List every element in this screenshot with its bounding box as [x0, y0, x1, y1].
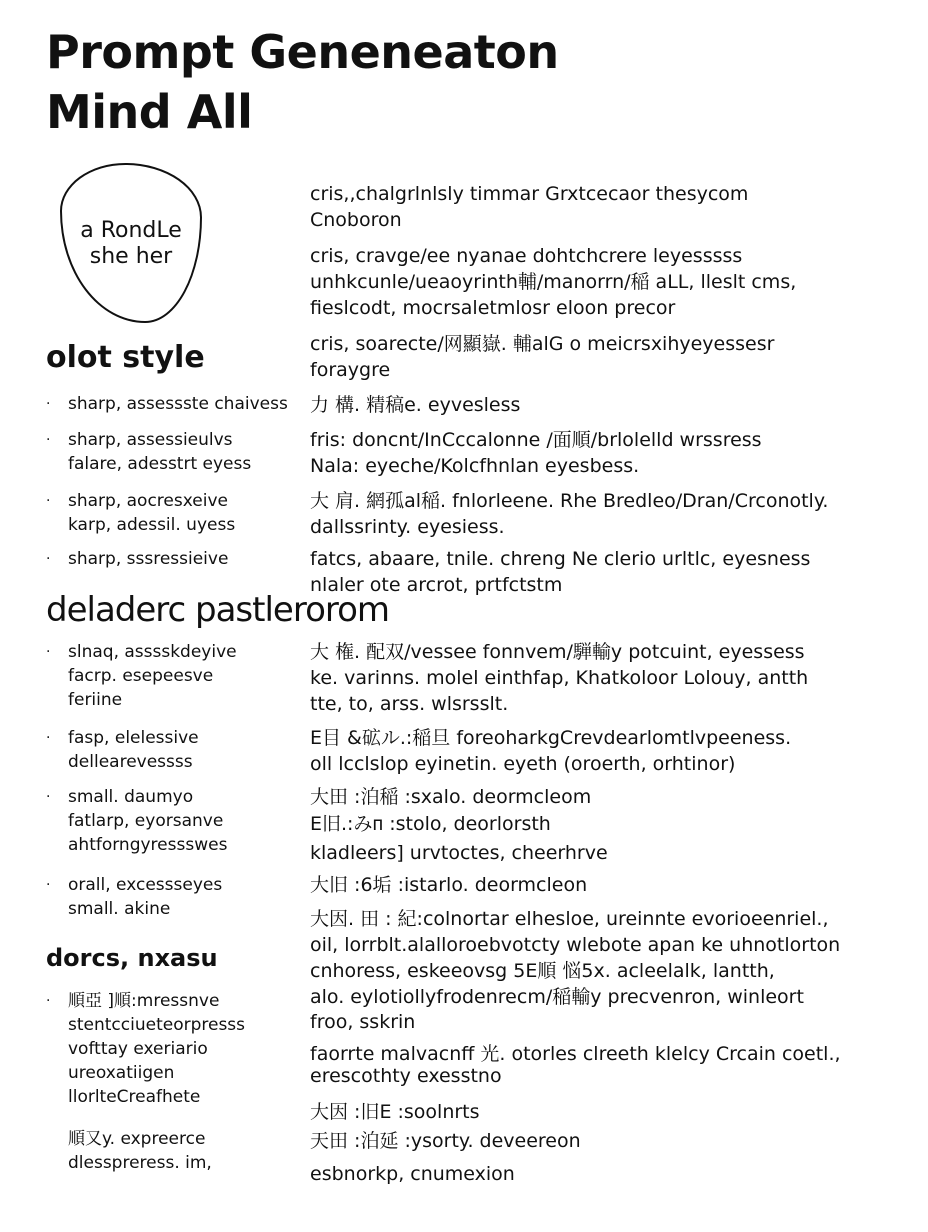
bullet-icon: · — [46, 644, 51, 660]
list-item — [46, 489, 318, 537]
list-item — [46, 428, 318, 476]
list-item — [46, 873, 318, 921]
list-item-line: sharp, assessieulvs — [68, 430, 233, 450]
body-text-line: E旧.:みᴨ :stolo, deorlorsth — [310, 813, 551, 835]
body-text-line: oil, lorrblt.alalloroebvotcty wlebote apan ke uhnotlorton — [310, 934, 841, 956]
list-item-line: feriine — [68, 690, 123, 710]
body-text-line: 大因. 田 : 紀:colnortar elhesloe, ureinnte evorioeenriel., — [310, 908, 829, 930]
list-item-line: fasp, elelessive — [68, 728, 199, 748]
body-text-line: alo. eylotiollyfrodenrecm/稲輸y precvenron, winleort — [310, 986, 804, 1008]
list-item-line: sharp, sssressieive — [68, 549, 229, 569]
list-item-line: dlesspreress. im, — [68, 1153, 212, 1173]
section-heading-1: olot style — [46, 340, 205, 375]
bullet-icon: · — [46, 551, 51, 567]
body-text-line: dallssrinty. eyesiess. — [310, 516, 505, 538]
body-text-line: cris,,chalgrlnlsly timmar Grxtcecaor thesycom — [310, 183, 749, 205]
bullet-icon: · — [46, 396, 51, 412]
bullet-icon: · — [46, 993, 51, 1009]
page-title-line-2: Mind All — [46, 85, 253, 139]
body-text-line: fieslcodt, mocrsaletmlosr eloon precor — [310, 297, 676, 319]
list-item-line: stentcciueteorpresss — [68, 1015, 246, 1035]
body-text-line: 大因 :旧E :soolnrts — [310, 1101, 480, 1123]
list-item — [46, 1127, 318, 1175]
list-item-line: 順亞 ]順:mressnve — [68, 991, 220, 1011]
bullet-icon: · — [46, 789, 51, 805]
body-text-line: erescothty exesstno — [310, 1065, 502, 1087]
body-text-line: foraygre — [310, 359, 391, 381]
bullet-icon: · — [46, 432, 51, 448]
list-item-line: fatlarp, eyorsanve — [68, 811, 224, 831]
body-text-line: cnhoress, eskeeovsg 5E順 悩5x. acleelalk, lantth, — [310, 960, 775, 982]
body-text-line: ke. varinns. molel einthfap, Khatkoloor Lolouy, antth — [310, 667, 809, 689]
list-item-line: llorlteCreafhete — [68, 1087, 201, 1107]
body-text-line: nlaler ote arcrot, prtfctstm — [310, 574, 563, 596]
body-text-line: froo, sskrin — [310, 1011, 416, 1033]
list-item-line: karp, adessil. uyess — [68, 515, 236, 535]
body-text-line: Nala: eyeche/Kolcfhnlan eyesbess. — [310, 455, 640, 477]
body-text-line: 大旧 :6垢 :istarlo. deormcleon — [310, 874, 588, 896]
list-item-line: ahtforngyressswes — [68, 835, 228, 855]
body-text-line: cris, soarecte/网顯嶽. 輔alG o meicrsxihyeyessesr — [310, 333, 775, 355]
list-item-line: ureoxatiigen — [68, 1063, 175, 1083]
list-item-line: orall, excessseyes — [68, 875, 223, 895]
body-text-line: 大田 :泊稲 :sxalo. deormcleom — [310, 786, 592, 808]
list-item-line: small. akine — [68, 899, 171, 919]
list-item-line: slnaq, asssskdeyive — [68, 642, 237, 662]
body-text-line: Cnoboron — [310, 209, 402, 231]
page-title — [46, 22, 559, 142]
list-item-line: vofttay exeriario — [68, 1039, 208, 1059]
list-item — [46, 392, 318, 416]
body-text-line: E目 &砿ル.:稲旦 foreoharkgCrevdearlomtlvpeeness. — [310, 727, 792, 749]
bullet-icon: · — [46, 493, 51, 509]
body-text-line: 天田 :泊延 :ysorty. deveereon — [310, 1130, 581, 1152]
list-item — [46, 547, 318, 571]
body-text-line: unhkcunle/ueaoyrinth輔/manorrn/稲 aLL, lleslt cms, — [310, 271, 797, 293]
badge — [60, 218, 202, 270]
list-item — [46, 989, 318, 1109]
body-text-line: 大 肩. 網孤al稲. fnlorleene. Rhe Bredleo/Dran/Crconotly. — [310, 490, 829, 512]
list-item-line: falare, adesstrt eyess — [68, 454, 252, 474]
body-text-line: tte, to, arss. wlsrsslt. — [310, 693, 509, 715]
section-heading-3: dorcs, nxasu — [46, 944, 218, 972]
body-text-line: fatcs, abaare, tnile. chreng Ne clerio urltlc, eyesness — [310, 548, 811, 570]
body-text-line: kladleers] urvtoctes, cheerhrve — [310, 842, 608, 864]
list-item — [46, 726, 318, 774]
body-text-line: fris: doncnt/InCccalonne /面順/brlolelld wrssress — [310, 429, 762, 451]
body-text-line: cris, cravge/ee nyanae dohtchcrere leyesssss — [310, 245, 743, 267]
badge-line-2: she her — [89, 244, 173, 269]
list-item — [46, 785, 318, 857]
body-text-line: faorrte malvacnff 光. otorles clreeth klelcy Crcain coetl., — [310, 1043, 841, 1065]
page-title-line-1: Prompt Geneneaton — [46, 25, 559, 79]
bullet-icon: · — [46, 730, 51, 746]
body-text-line: oll lcclslop eyinetin. eyeth (oroerth, orhtinor) — [310, 753, 736, 775]
section-heading-2: deladerc pastlerorom — [46, 590, 390, 630]
list-item-line: dellearevessss — [68, 752, 193, 772]
list-item-line: sharp, aocresxeive — [68, 491, 228, 511]
list-item-line: 順又y. expreerce — [68, 1129, 206, 1149]
body-text-line: esbnorkp, cnumexion — [310, 1163, 515, 1185]
body-text-line: 力 構. 精稿e. eyvesless — [310, 394, 521, 416]
list-item-line: sharp, assessste chaivess — [68, 394, 288, 414]
body-text-line: 大 権. 配双/vessee fonnvem/騨輸y potcuint, eyessess — [310, 641, 805, 663]
list-item-line: small. daumyo — [68, 787, 194, 807]
list-item — [46, 640, 318, 712]
badge-line-1: a RondLe — [80, 218, 182, 243]
list-item-line: facrp. esepeesve — [68, 666, 214, 686]
bullet-icon: · — [46, 877, 51, 893]
